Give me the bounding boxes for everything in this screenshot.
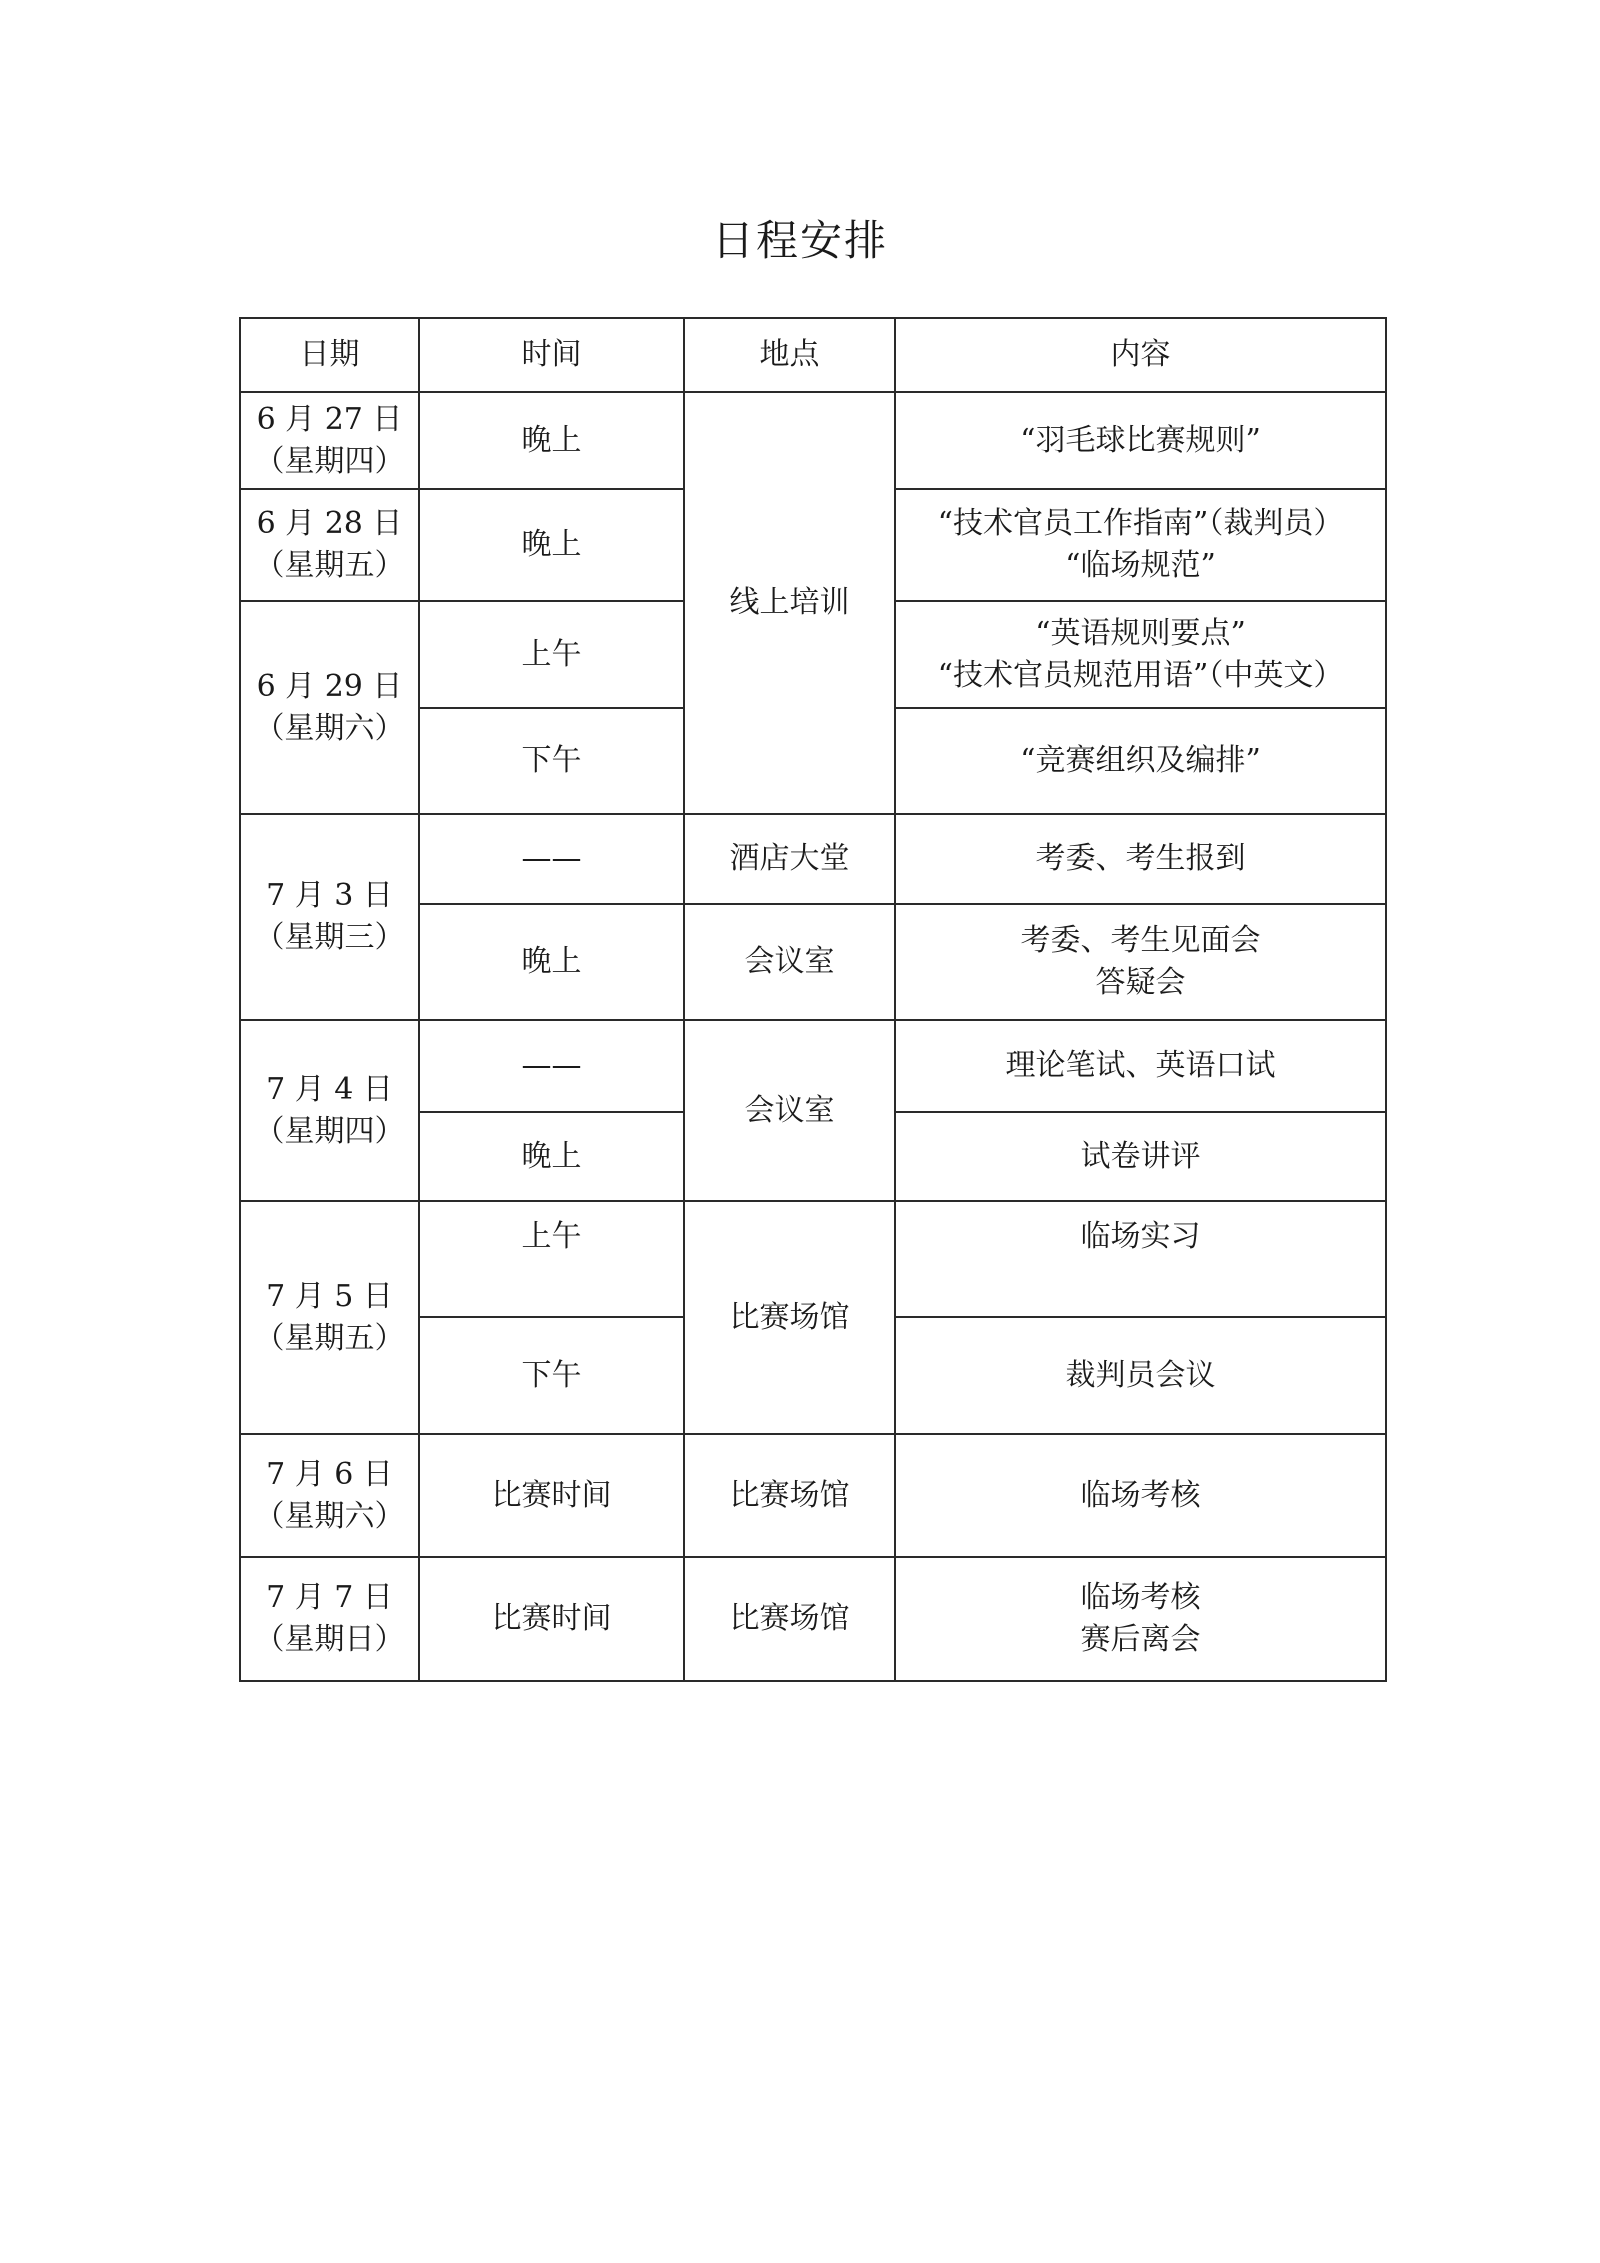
- content-cell: [895, 1201, 1386, 1317]
- date-cell: [240, 1201, 419, 1434]
- table-row: [240, 1557, 1386, 1681]
- date-cell: [240, 1020, 419, 1201]
- weekday-line: （星期六）: [254, 1498, 405, 1534]
- place-cell: 会议室: [684, 904, 895, 1020]
- date-line: 7 月 4 日: [266, 1071, 393, 1107]
- table-row: [240, 1434, 1386, 1557]
- content-cell: [895, 1317, 1386, 1434]
- content-cell: [895, 1020, 1386, 1112]
- schedule-table: [239, 317, 1387, 1682]
- place-cell: 比赛场馆: [684, 1201, 895, 1434]
- content-line: 理论笔试、英语口试: [1005, 1048, 1276, 1083]
- content-line: “技术官员规范用语”（中英文）: [937, 657, 1344, 693]
- date-line: 7 月 7 日: [266, 1580, 393, 1615]
- content-cell: [895, 904, 1386, 1020]
- time-cell: 晚上: [419, 1112, 684, 1201]
- date-line: 6 月 27 日: [256, 401, 403, 437]
- date-cell: [240, 601, 419, 814]
- place-cell: 酒店大堂: [684, 814, 895, 904]
- weekday-line: （星期六）: [254, 710, 405, 746]
- content-line: 考委、考生见面会: [1020, 923, 1261, 958]
- place-cell: 线上培训: [684, 392, 895, 814]
- date-line: 7 月 6 日: [266, 1456, 393, 1492]
- header-time: 时间: [419, 318, 684, 392]
- header-place: 地点: [684, 318, 895, 392]
- content-cell: [895, 1434, 1386, 1557]
- time-cell: 上午: [419, 1201, 684, 1317]
- weekday-line: （星期五）: [254, 548, 405, 583]
- time-cell: 晚上: [419, 904, 684, 1020]
- content-cell: [895, 814, 1386, 904]
- time-cell: 晚上: [419, 392, 684, 489]
- content-cell: [895, 1112, 1386, 1201]
- page-title: 日程安排: [711, 216, 888, 265]
- content-line: 答疑会: [1095, 965, 1186, 1000]
- date-line: 7 月 5 日: [266, 1278, 393, 1314]
- content-cell: [895, 708, 1386, 814]
- content-line: “临场规范”: [1065, 548, 1216, 583]
- table-row: [240, 814, 1386, 904]
- weekday-line: （星期四）: [254, 1113, 405, 1149]
- time-cell: 比赛时间: [419, 1434, 684, 1557]
- date-cell: [240, 1434, 419, 1557]
- place-cell: 比赛场馆: [684, 1434, 895, 1557]
- weekday-line: （星期四）: [254, 443, 405, 479]
- content-cell: [895, 489, 1386, 601]
- content-line: “竞赛组织及编排”: [1020, 743, 1261, 778]
- content-line: “技术官员工作指南”（裁判员）: [937, 506, 1344, 541]
- table-row: [240, 1201, 1386, 1317]
- content-cell: [895, 392, 1386, 489]
- content-line: “羽毛球比赛规则”: [1020, 422, 1261, 458]
- header-date: 日期: [240, 318, 419, 392]
- content-line: 试卷讲评: [1080, 1138, 1201, 1174]
- content-line: 考委、考生报到: [1035, 841, 1246, 876]
- content-line: 临场考核: [1080, 1580, 1201, 1615]
- content-line: “英语规则要点”: [1035, 615, 1246, 651]
- content-line: 裁判员会议: [1065, 1357, 1216, 1393]
- place-cell: 会议室: [684, 1020, 895, 1201]
- date-cell: [240, 489, 419, 601]
- time-cell: 下午: [419, 1317, 684, 1434]
- date-line: 6 月 28 日: [256, 506, 403, 541]
- table-row: [240, 1020, 1386, 1112]
- weekday-line: （星期三）: [254, 920, 405, 955]
- content-cell: [895, 1557, 1386, 1681]
- date-line: 6 月 29 日: [256, 668, 403, 704]
- table-row: [240, 392, 1386, 489]
- place-cell: 比赛场馆: [684, 1557, 895, 1681]
- date-cell: [240, 392, 419, 489]
- weekday-line: （星期五）: [254, 1320, 405, 1356]
- date-cell: [240, 1557, 419, 1681]
- time-cell: ——: [419, 814, 684, 904]
- header-content: 内容: [895, 318, 1386, 392]
- content-line: 临场实习: [1080, 1219, 1201, 1254]
- time-cell: ——: [419, 1020, 684, 1112]
- content-cell: [895, 601, 1386, 708]
- table-header-row: [240, 318, 1386, 392]
- content-line: 临场考核: [1080, 1477, 1201, 1513]
- time-cell: 上午: [419, 601, 684, 708]
- time-cell: 晚上: [419, 489, 684, 601]
- time-cell: 下午: [419, 708, 684, 814]
- date-cell: [240, 814, 419, 1020]
- content-line: 赛后离会: [1080, 1622, 1201, 1657]
- time-cell: 比赛时间: [419, 1557, 684, 1681]
- weekday-line: （星期日）: [254, 1622, 405, 1657]
- date-line: 7 月 3 日: [266, 878, 393, 913]
